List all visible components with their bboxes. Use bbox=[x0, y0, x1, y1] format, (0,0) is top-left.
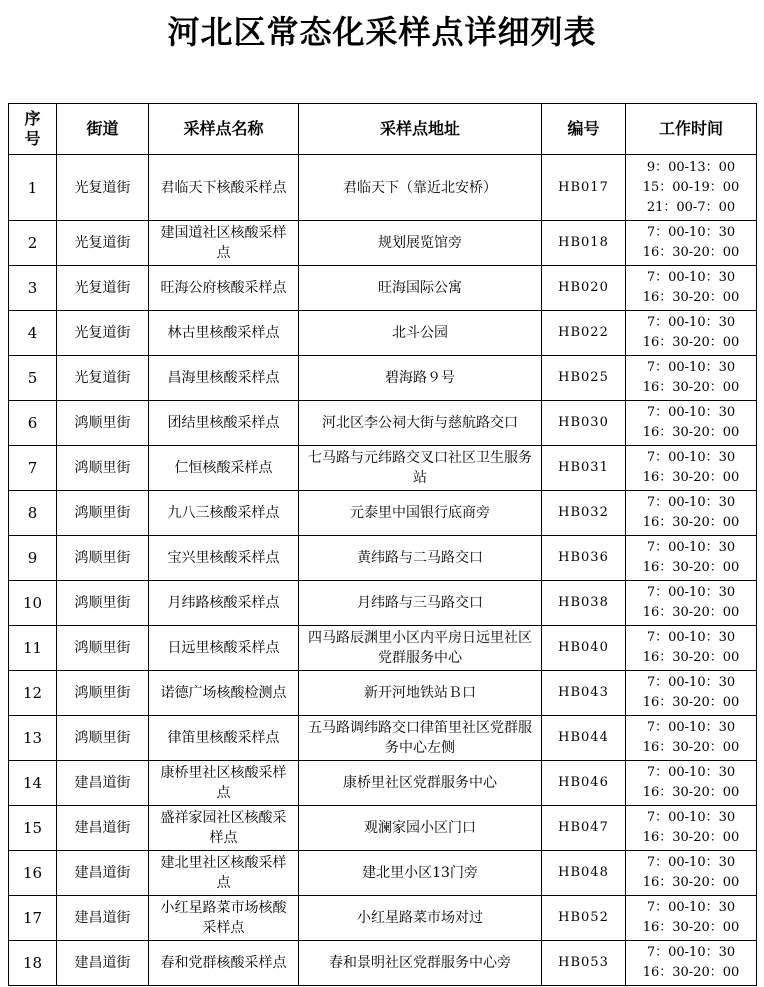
cell-address: 康桥里社区党群服务中心 bbox=[299, 761, 542, 806]
table-row bbox=[9, 401, 757, 446]
cell-hours bbox=[626, 266, 757, 311]
cell-seq: 11 bbox=[9, 626, 57, 671]
table-row bbox=[9, 581, 757, 626]
table-row bbox=[9, 626, 757, 671]
time-slot: 7：00-10：30 bbox=[646, 360, 736, 375]
time-slot: 16：30-20：00 bbox=[642, 875, 740, 890]
sampling-points-table bbox=[8, 103, 757, 986]
table-row bbox=[9, 941, 757, 986]
cell-address: 河北区李公祠大街与慈航路交口 bbox=[299, 401, 542, 446]
time-slot: 16：30-20：00 bbox=[642, 605, 740, 620]
table-row bbox=[9, 311, 757, 356]
time-slot: 16：30-20：00 bbox=[642, 515, 740, 530]
time-slot: 7：00-10：30 bbox=[646, 720, 736, 735]
cell-code: HB052 bbox=[542, 896, 626, 941]
time-slot: 7：00-10：30 bbox=[646, 810, 736, 825]
table-row bbox=[9, 536, 757, 581]
cell-seq: 13 bbox=[9, 716, 57, 761]
cell-hours bbox=[626, 356, 757, 401]
time-slot: 16：30-20：00 bbox=[642, 785, 740, 800]
cell-hours bbox=[626, 626, 757, 671]
cell-name: 日远里核酸采样点 bbox=[149, 626, 299, 671]
cell-hours bbox=[626, 806, 757, 851]
table-row bbox=[9, 356, 757, 401]
time-slot: 7：00-10：30 bbox=[646, 270, 736, 285]
time-slot: 16：30-20：00 bbox=[642, 425, 740, 440]
table-header-row bbox=[9, 104, 757, 155]
header-seq: 序号 bbox=[9, 104, 57, 155]
cell-code: HB022 bbox=[542, 311, 626, 356]
time-slot: 7：00-10：30 bbox=[646, 945, 736, 960]
cell-address: 建北里小区13门旁 bbox=[299, 851, 542, 896]
cell-street: 建昌道街 bbox=[57, 806, 149, 851]
cell-seq: 2 bbox=[9, 221, 57, 266]
time-slot: 7：00-10：30 bbox=[646, 405, 736, 420]
cell-name: 团结里核酸采样点 bbox=[149, 401, 299, 446]
cell-street: 建昌道街 bbox=[57, 941, 149, 986]
cell-hours bbox=[626, 491, 757, 536]
table-row bbox=[9, 761, 757, 806]
cell-hours bbox=[626, 716, 757, 761]
cell-code: HB030 bbox=[542, 401, 626, 446]
cell-name: 仁恒核酸采样点 bbox=[149, 446, 299, 491]
header-street: 街道 bbox=[57, 104, 149, 155]
cell-street: 光复道街 bbox=[57, 311, 149, 356]
table-row bbox=[9, 806, 757, 851]
time-slot: 7：00-10：30 bbox=[646, 450, 736, 465]
cell-seq: 15 bbox=[9, 806, 57, 851]
time-slot: 16：30-20：00 bbox=[642, 695, 740, 710]
cell-name: 康桥里社区核酸采样点 bbox=[149, 761, 299, 806]
cell-hours bbox=[626, 311, 757, 356]
cell-street: 鸿顺里街 bbox=[57, 491, 149, 536]
cell-address: 四马路辰渊里小区内平房日远里社区党群服务中心 bbox=[299, 626, 542, 671]
cell-code: HB040 bbox=[542, 626, 626, 671]
cell-name: 月纬路核酸采样点 bbox=[149, 581, 299, 626]
cell-address: 君临天下（靠近北安桥） bbox=[299, 155, 542, 221]
cell-hours bbox=[626, 761, 757, 806]
cell-street: 鸿顺里街 bbox=[57, 581, 149, 626]
cell-hours bbox=[626, 851, 757, 896]
cell-seq: 3 bbox=[9, 266, 57, 311]
table-row bbox=[9, 716, 757, 761]
cell-street: 光复道街 bbox=[57, 266, 149, 311]
table-row bbox=[9, 851, 757, 896]
time-slot: 16：30-20：00 bbox=[642, 290, 740, 305]
cell-address: 五马路调纬路交口律笛里社区党群服务中心左侧 bbox=[299, 716, 542, 761]
cell-seq: 6 bbox=[9, 401, 57, 446]
time-slot: 16：30-20：00 bbox=[642, 560, 740, 575]
cell-code: HB018 bbox=[542, 221, 626, 266]
time-slot: 7：00-10：30 bbox=[646, 675, 736, 690]
cell-street: 光复道街 bbox=[57, 221, 149, 266]
cell-code: HB043 bbox=[542, 671, 626, 716]
cell-code: HB032 bbox=[542, 491, 626, 536]
time-slot: 15：00-19：00 bbox=[642, 179, 740, 195]
cell-name: 小红星路菜市场核酸采样点 bbox=[149, 896, 299, 941]
cell-hours bbox=[626, 941, 757, 986]
cell-seq: 16 bbox=[9, 851, 57, 896]
table-row bbox=[9, 671, 757, 716]
cell-code: HB046 bbox=[542, 761, 626, 806]
page-title: 河北区常态化采样点详细列表 bbox=[167, 13, 597, 51]
cell-code: HB053 bbox=[542, 941, 626, 986]
table-row bbox=[9, 221, 757, 266]
cell-seq: 1 bbox=[9, 155, 57, 221]
cell-name: 诺德广场核酸检测点 bbox=[149, 671, 299, 716]
cell-code: HB044 bbox=[542, 716, 626, 761]
time-slot: 7：00-10：30 bbox=[646, 315, 736, 330]
cell-street: 光复道街 bbox=[57, 155, 149, 221]
time-slot: 9：00-13：00 bbox=[646, 159, 736, 175]
cell-street: 建昌道街 bbox=[57, 896, 149, 941]
cell-seq: 7 bbox=[9, 446, 57, 491]
header-address: 采样点地址 bbox=[299, 104, 542, 155]
cell-hours bbox=[626, 671, 757, 716]
cell-seq: 9 bbox=[9, 536, 57, 581]
cell-seq: 8 bbox=[9, 491, 57, 536]
cell-address: 元泰里中国银行底商旁 bbox=[299, 491, 542, 536]
cell-name: 九八三核酸采样点 bbox=[149, 491, 299, 536]
cell-address: 春和景明社区党群服务中心旁 bbox=[299, 941, 542, 986]
cell-hours bbox=[626, 896, 757, 941]
time-slot: 16：30-20：00 bbox=[642, 965, 740, 980]
cell-street: 鸿顺里街 bbox=[57, 536, 149, 581]
cell-address: 月纬路与三马路交口 bbox=[299, 581, 542, 626]
cell-seq: 14 bbox=[9, 761, 57, 806]
table-row bbox=[9, 896, 757, 941]
cell-hours bbox=[626, 401, 757, 446]
cell-code: HB038 bbox=[542, 581, 626, 626]
cell-hours bbox=[626, 581, 757, 626]
cell-seq: 5 bbox=[9, 356, 57, 401]
cell-address: 小红星路菜市场对过 bbox=[299, 896, 542, 941]
time-slot: 16：30-20：00 bbox=[642, 920, 740, 935]
cell-street: 鸿顺里街 bbox=[57, 401, 149, 446]
time-slot: 16：30-20：00 bbox=[642, 245, 740, 260]
cell-code: HB025 bbox=[542, 356, 626, 401]
table-body bbox=[9, 155, 757, 986]
cell-address: 旺海国际公寓 bbox=[299, 266, 542, 311]
time-slot: 16：30-20：00 bbox=[642, 335, 740, 350]
cell-seq: 12 bbox=[9, 671, 57, 716]
cell-name: 君临天下核酸采样点 bbox=[149, 155, 299, 221]
time-slot: 16：30-20：00 bbox=[642, 470, 740, 485]
cell-seq: 10 bbox=[9, 581, 57, 626]
cell-street: 鸿顺里街 bbox=[57, 446, 149, 491]
cell-address: 新开河地铁站Ｂ口 bbox=[299, 671, 542, 716]
cell-hours bbox=[626, 221, 757, 266]
cell-name: 建国道社区核酸采样点 bbox=[149, 221, 299, 266]
table-row bbox=[9, 491, 757, 536]
time-slot: 7：00-10：30 bbox=[646, 630, 736, 645]
cell-street: 鸿顺里街 bbox=[57, 626, 149, 671]
cell-street: 建昌道街 bbox=[57, 851, 149, 896]
cell-code: HB031 bbox=[542, 446, 626, 491]
cell-address: 碧海路９号 bbox=[299, 356, 542, 401]
cell-name: 盛祥家园社区核酸采样点 bbox=[149, 806, 299, 851]
cell-seq: 17 bbox=[9, 896, 57, 941]
cell-name: 林古里核酸采样点 bbox=[149, 311, 299, 356]
table-row bbox=[9, 446, 757, 491]
cell-street: 鸿顺里街 bbox=[57, 716, 149, 761]
cell-code: HB020 bbox=[542, 266, 626, 311]
cell-hours bbox=[626, 446, 757, 491]
cell-code: HB048 bbox=[542, 851, 626, 896]
cell-name: 律笛里核酸采样点 bbox=[149, 716, 299, 761]
cell-hours bbox=[626, 155, 757, 221]
time-slot: 16：30-20：00 bbox=[642, 380, 740, 395]
table-row bbox=[9, 155, 757, 221]
cell-code: HB047 bbox=[542, 806, 626, 851]
time-slot: 16：30-20：00 bbox=[642, 740, 740, 755]
table-row bbox=[9, 266, 757, 311]
cell-name: 昌海里核酸采样点 bbox=[149, 356, 299, 401]
cell-address: 七马路与元纬路交叉口社区卫生服务站 bbox=[299, 446, 542, 491]
time-slot: 7：00-10：30 bbox=[646, 495, 736, 510]
cell-hours bbox=[626, 536, 757, 581]
time-slot: 7：00-10：30 bbox=[646, 225, 736, 240]
cell-seq: 18 bbox=[9, 941, 57, 986]
cell-name: 春和党群核酸采样点 bbox=[149, 941, 299, 986]
cell-street: 建昌道街 bbox=[57, 761, 149, 806]
cell-name: 建北里社区核酸采样点 bbox=[149, 851, 299, 896]
cell-address: 观澜家园小区门口 bbox=[299, 806, 542, 851]
time-slot: 7：00-10：30 bbox=[646, 540, 736, 555]
header-name: 采样点名称 bbox=[149, 104, 299, 155]
cell-street: 鸿顺里街 bbox=[57, 671, 149, 716]
time-slot: 21：00-7：00 bbox=[646, 199, 736, 215]
time-slot: 7：00-10：30 bbox=[646, 765, 736, 780]
cell-address: 黄纬路与二马路交口 bbox=[299, 536, 542, 581]
time-slot: 7：00-10：30 bbox=[646, 855, 736, 870]
time-slot: 16：30-20：00 bbox=[642, 830, 740, 845]
cell-address: 规划展览馆旁 bbox=[299, 221, 542, 266]
cell-seq: 4 bbox=[9, 311, 57, 356]
header-code: 编号 bbox=[542, 104, 626, 155]
cell-name: 宝兴里核酸采样点 bbox=[149, 536, 299, 581]
cell-code: HB017 bbox=[542, 155, 626, 221]
cell-code: HB036 bbox=[542, 536, 626, 581]
header-hours: 工作时间 bbox=[626, 104, 757, 155]
time-slot: 7：00-10：30 bbox=[646, 900, 736, 915]
cell-name: 旺海公府核酸采样点 bbox=[149, 266, 299, 311]
cell-street: 光复道街 bbox=[57, 356, 149, 401]
time-slot: 16：30-20：00 bbox=[642, 650, 740, 665]
cell-address: 北斗公园 bbox=[299, 311, 542, 356]
time-slot: 7：00-10：30 bbox=[646, 585, 736, 600]
